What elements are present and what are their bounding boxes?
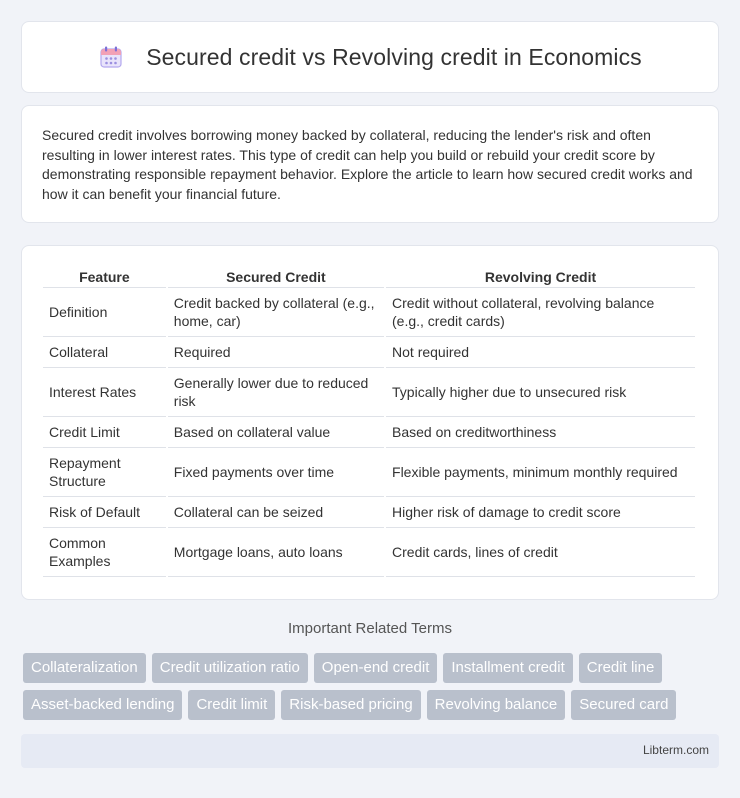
table-cell-secured: Based on collateral value <box>168 417 384 448</box>
table-cell-revolving: Not required <box>386 337 695 368</box>
tag-row-1 <box>23 653 723 683</box>
tag-row-2 <box>23 690 723 720</box>
table-cell-secured: Generally lower due to reduced risk <box>168 368 384 417</box>
table-cell-feature: Interest Rates <box>43 368 166 417</box>
related-terms-title: Important Related Terms <box>288 620 452 637</box>
table-cell-revolving: Flexible payments, minimum monthly required <box>386 448 695 497</box>
intro-card <box>21 105 719 223</box>
tag-asset-backed-lending[interactable]: Asset-backed lending <box>23 690 182 720</box>
table-cell-secured: Collateral can be seized <box>168 497 384 528</box>
tag-risk-based-pricing[interactable]: Risk-based pricing <box>281 690 420 720</box>
tag-secured-card[interactable]: Secured card <box>571 690 676 720</box>
table-cell-feature: Repayment Structure <box>43 448 166 497</box>
intro-text: Secured credit involves borrowing money backed by collateral, reducing the lender's risk and often resulting in lower interest rates. This type of credit can help you build or rebuild your credit score by demonstrating responsible repayment behavior. Explore the article to learn how secured credit works and how it can benefit your financial future. <box>42 127 693 202</box>
table-header-revolving: Revolving Credit <box>386 266 695 288</box>
table-row <box>43 337 695 368</box>
footer <box>21 734 719 768</box>
table-cell-feature: Risk of Default <box>43 497 166 528</box>
table-row <box>43 448 695 497</box>
table-cell-revolving: Based on creditworthiness <box>386 417 695 448</box>
tag-installment-credit[interactable]: Installment credit <box>443 653 572 683</box>
tag-credit-limit[interactable]: Credit limit <box>188 690 275 720</box>
table-cell-feature: Common Examples <box>43 528 166 577</box>
table-cell-feature: Definition <box>43 288 166 337</box>
comparison-table <box>41 266 697 577</box>
calendar-icon <box>98 44 124 70</box>
tag-credit-line[interactable]: Credit line <box>579 653 663 683</box>
table-cell-secured: Mortgage loans, auto loans <box>168 528 384 577</box>
table-header-secured: Secured Credit <box>168 266 384 288</box>
footer-site-link[interactable]: Libterm.com <box>642 743 709 757</box>
table-cell-revolving: Credit without collateral, revolving balance (e.g., credit cards) <box>386 288 695 337</box>
tag-collateralization[interactable]: Collateralization <box>23 653 146 683</box>
table-cell-secured: Fixed payments over time <box>168 448 384 497</box>
tag-credit-utilization-ratio[interactable]: Credit utilization ratio <box>152 653 308 683</box>
table-row <box>43 417 695 448</box>
related-terms-tags <box>23 653 723 727</box>
header-card <box>21 21 719 93</box>
table-header-row <box>43 266 695 288</box>
table-cell-revolving: Higher risk of damage to credit score <box>386 497 695 528</box>
table-row <box>43 497 695 528</box>
table-cell-feature: Credit Limit <box>43 417 166 448</box>
table-cell-feature: Collateral <box>43 337 166 368</box>
comparison-table-card <box>21 245 719 600</box>
table-cell-revolving: Credit cards, lines of credit <box>386 528 695 577</box>
table-header-feature: Feature <box>43 266 166 288</box>
table-cell-secured: Credit backed by collateral (e.g., home, car) <box>168 288 384 337</box>
table-row <box>43 368 695 417</box>
table-cell-revolving: Typically higher due to unsecured risk <box>386 368 695 417</box>
page-title: Secured credit vs Revolving credit in Economics <box>146 43 642 70</box>
table-cell-secured: Required <box>168 337 384 368</box>
tag-revolving-balance[interactable]: Revolving balance <box>427 690 566 720</box>
tag-open-end-credit[interactable]: Open-end credit <box>314 653 438 683</box>
table-row <box>43 528 695 577</box>
table-row <box>43 288 695 337</box>
